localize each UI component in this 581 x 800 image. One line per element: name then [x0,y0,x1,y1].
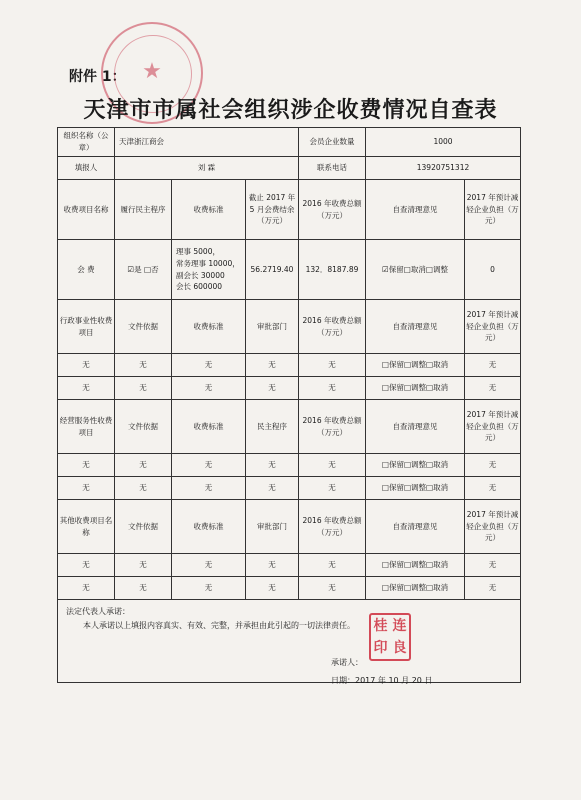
opinion-checkbox-cell[interactable]: □保留□调整□取消 [366,554,465,577]
table-row [58,477,521,500]
table-cell: 无 [299,477,366,500]
page-title: 天津市市属社会组织涉企收费情况自查表 [83,98,498,123]
table-row [58,454,521,477]
header-cell: 2016 年收费总额（万元） [299,500,366,554]
header-cell: 收费标准 [172,400,246,454]
table-cell: 无 [115,577,172,600]
table-row [58,554,521,577]
table-row [58,577,521,600]
table-cell: 无 [115,354,172,377]
table-cell: 无 [465,577,521,600]
table-cell: 无 [299,454,366,477]
table-cell: 无 [172,577,246,600]
self-check-table [57,127,521,683]
other-header-row [58,500,521,554]
table-cell: 无 [246,377,299,400]
table-cell: 无 [299,554,366,577]
table-cell: 无 [246,354,299,377]
stamp-char: 连 [392,618,407,634]
fee-name-cell: 会 费 [58,240,115,300]
header-cell: 审批部门 [246,500,299,554]
table-row [58,377,521,400]
reduce-cell: 0 [465,240,521,300]
table-cell: 无 [115,454,172,477]
standard-line: 常务理事 10000， [176,258,240,268]
table-cell: 无 [246,554,299,577]
header-cell: 2016 年收费总额（万元） [299,400,366,454]
header-cell: 2016 年收费总额（万元） [299,180,366,240]
table-cell: 无 [115,477,172,500]
table-cell: 无 [246,477,299,500]
org-name-value: 天津浙江商会 [115,128,299,157]
header-cell: 收费标准 [172,500,246,554]
stamp-char: 良 [392,640,407,656]
phone-value: 13920751312 [366,157,521,180]
standard-line: 会长 600000 [176,282,223,292]
table-cell: 无 [246,577,299,600]
header-cell: 自查清理意见 [366,180,465,240]
total-cell: 132．8187.89 [299,240,366,300]
table-cell: 无 [58,354,115,377]
table-cell: 无 [299,354,366,377]
phone-label: 联系电话 [299,157,366,180]
service-header-row [58,400,521,454]
members-value: 1000 [366,128,521,157]
opinion-checkbox-cell[interactable]: □保留□调整□取消 [366,454,465,477]
signer-label: 承诺人： [331,658,363,667]
header-cell: 行政事业性收费项目 [58,300,115,354]
header-cell: 2017 年预计减轻企业负担（万元） [465,180,521,240]
header-cell: 收费标准 [172,180,246,240]
org-name-label: 组织名称（公章） [58,128,115,157]
header-cell: 自查清理意见 [366,400,465,454]
table-cell: 无 [58,577,115,600]
seal-star-icon: ★ [142,59,162,84]
opinion-checkbox-cell[interactable]: □保留□调整□取消 [366,577,465,600]
header-cell: 审批部门 [246,300,299,354]
table-cell: 无 [58,554,115,577]
table-cell: 无 [246,454,299,477]
header-cell: 截止 2017 年 5 月会费结余（万元） [246,180,299,240]
header-cell: 2017 年预计减轻企业负担（万元） [465,400,521,454]
header-cell: 自查清理意见 [366,500,465,554]
table-row [58,354,521,377]
standard-line: 副会长 30000 [176,270,225,280]
opinion-checkbox-cell[interactable]: □保留□调整□取消 [366,377,465,400]
filler-row [58,157,521,180]
table-cell: 无 [172,377,246,400]
balance-cell: 56.2719.40 [246,240,299,300]
members-label: 会员企业数量 [299,128,366,157]
header-cell: 自查清理意见 [366,300,465,354]
procedure-checkbox-cell[interactable]: ☑是 □否 [115,240,172,300]
header-cell: 其他收费项目名称 [58,500,115,554]
header-cell: 履行民主程序 [115,180,172,240]
table-cell: 无 [299,377,366,400]
header-cell: 2017 年预计减轻企业负担（万元） [465,500,521,554]
fee-standard-cell [172,240,246,300]
filler-label: 填报人 [58,157,115,180]
attachment-label: 附件 1： [69,69,126,85]
fee-header-row [58,180,521,240]
table-cell: 无 [172,554,246,577]
opinion-checkbox-cell[interactable]: □保留□调整□取消 [366,477,465,500]
table-cell: 无 [172,477,246,500]
table-cell: 无 [115,554,172,577]
opinion-checkbox-cell[interactable]: ☑保留□取消□调整 [366,240,465,300]
header-cell: 文件依据 [115,500,172,554]
table-cell: 无 [172,454,246,477]
declaration-text: 本人承诺以上填报内容真实、有效、完整，并承担由此引起的一切法律责任。 [83,621,355,630]
header-cell: 2017 年预计减轻企业负担（万元） [465,300,521,354]
header-cell: 收费标准 [172,300,246,354]
declaration-label: 法定代表人承诺： [58,600,521,683]
table-cell: 无 [58,454,115,477]
opinion-checkbox-cell[interactable]: □保留□调整□取消 [366,354,465,377]
table-cell: 无 [465,354,521,377]
declaration-row [58,600,521,683]
header-cell: 文件依据 [115,300,172,354]
filler-value: 刘 霖 [115,157,299,180]
header-cell: 收费项目名称 [58,180,115,240]
stamp-char: 桂 [373,618,388,634]
standard-line: 理事 5000， [176,247,220,257]
table-cell: 无 [465,554,521,577]
date-line: 日期：2017 年 10 月 20 日 [331,676,433,685]
org-info-row [58,128,521,157]
table-cell: 无 [465,477,521,500]
table-cell: 无 [58,477,115,500]
header-cell: 民主程序 [246,400,299,454]
representative-seal-stamp [369,613,411,661]
table-cell: 无 [172,354,246,377]
table-cell: 无 [465,454,521,477]
table-cell: 无 [115,377,172,400]
header-cell: 文件依据 [115,400,172,454]
header-cell: 2016 年收费总额（万元） [299,300,366,354]
stamp-char: 印 [373,640,388,656]
fee-data-row [58,240,521,300]
admin-header-row [58,300,521,354]
table-cell: 无 [58,377,115,400]
header-cell: 经营服务性收费项目 [58,400,115,454]
table-cell: 无 [465,377,521,400]
table-cell: 无 [299,577,366,600]
